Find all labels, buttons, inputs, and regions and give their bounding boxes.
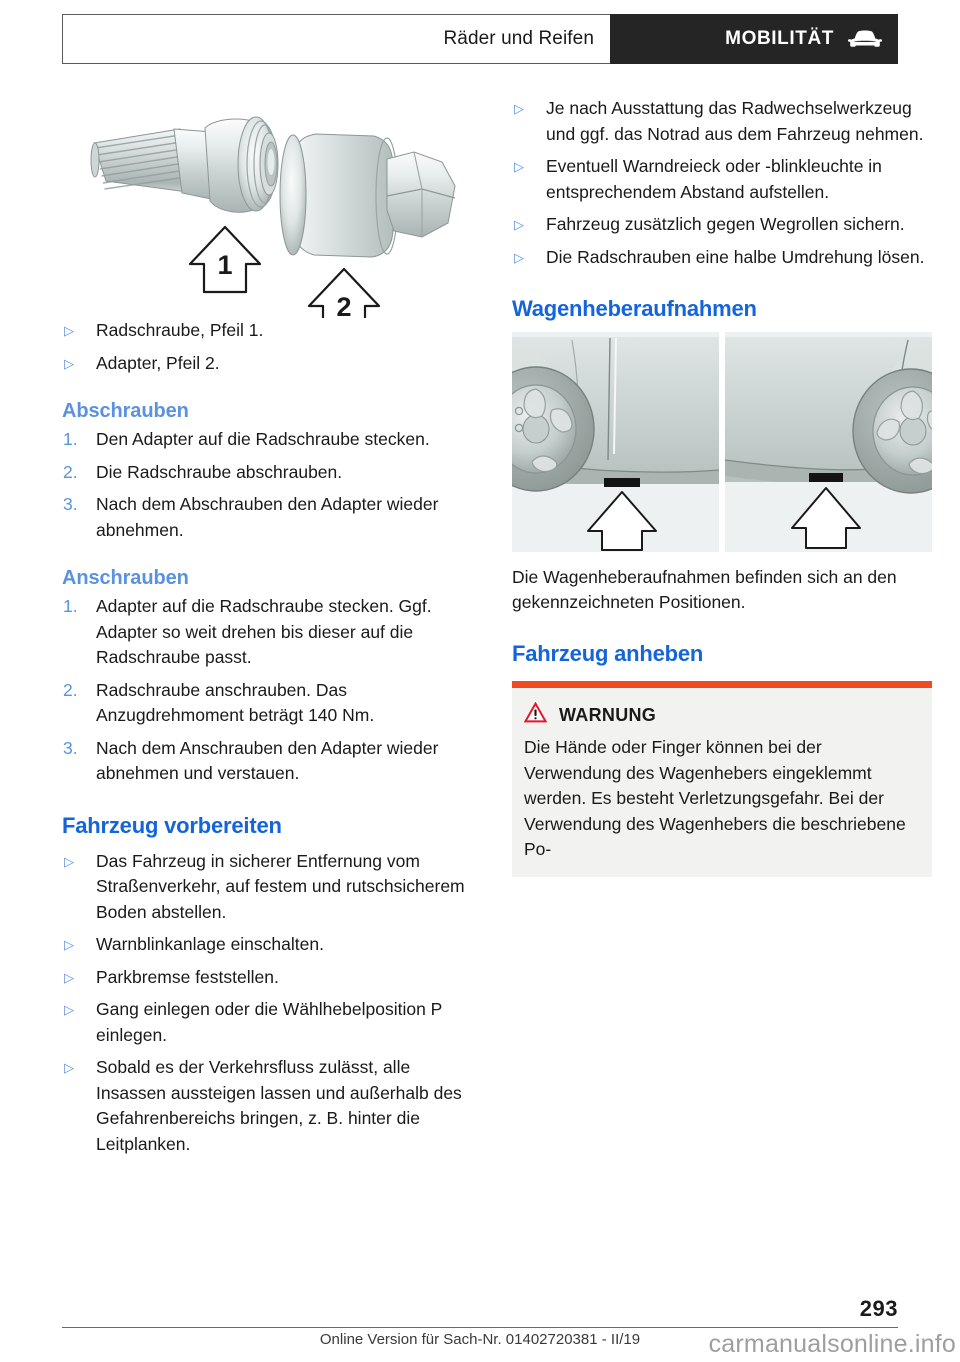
bullet-triangle-icon: ▷: [64, 1060, 74, 1075]
bullet-triangle-icon: ▷: [514, 249, 524, 265]
bullet-triangle-icon: ▷: [64, 1002, 74, 1017]
list-item: [62, 849, 482, 926]
bullet-triangle-icon: ▷: [514, 217, 524, 232]
warning-triangle-icon: [524, 702, 547, 728]
heading-abschrauben: Abschrauben: [62, 400, 189, 422]
bullet-triangle-icon: ▷: [64, 323, 74, 338]
footer-note: Online Version für Sach-Nr. 01402720381 - II/19: [319, 1331, 641, 1348]
section-label: MOBILITÄT: [725, 28, 834, 49]
step-text: Nach dem Anschrauben den Adapter wieder abnehmen und verstauen.: [96, 737, 439, 783]
heading-fahrzeug-vorbereiten: Fahrzeug vorbereiten: [62, 812, 282, 838]
step-number: 1.: [63, 596, 78, 616]
list-item: [62, 736, 482, 787]
list-item: [62, 492, 482, 543]
list-item-label: Je nach Ausstattung das Radwechselwerkzeug und ggf. das Notrad aus dem Fahrzeug nehmen.: [546, 98, 924, 144]
list-item: [62, 1055, 482, 1157]
front-jack-point-photo: [512, 332, 719, 552]
figure-legend-list: [62, 318, 482, 376]
list-item: [62, 594, 482, 671]
list-item-label: Adapter, Pfeil 2.: [96, 352, 220, 373]
list-item-label: Eventuell Warndreieck oder -blinkleuchte in entsprechendem Abstand aufstellen.: [546, 156, 882, 202]
list-item-label: Das Fahrzeug in sicherer Entfernung vom Straßenverkehr, auf festem und rutschsicherem Boden abstellen.: [96, 850, 465, 922]
svg-text:1: 1: [217, 250, 233, 280]
list-item-label: Sobald es der Verkehrsfluss zulässt, alle Insassen aussteigen lassen und außerhalb des Gefahrenbereichs bringen, z. B. hinter die Leitplanken.: [96, 1057, 462, 1154]
list-item: [62, 427, 482, 453]
jack-points-illustration: [512, 332, 932, 552]
list-item-label: Warnblinkanlage einschalten.: [96, 934, 324, 954]
callout-2: [309, 269, 379, 318]
site-watermark: carmanualsonline.info: [708, 1330, 956, 1358]
step-number: 3.: [63, 737, 78, 758]
step-number: 3.: [63, 494, 78, 514]
warning-accent-bar: [512, 681, 932, 688]
bullet-triangle-icon: ▷: [64, 853, 74, 869]
bullet-triangle-icon: ▷: [64, 937, 74, 952]
list-item: [62, 965, 482, 991]
list-item: [62, 997, 482, 1048]
warning-box: [512, 681, 932, 877]
section-tab-mobilitaet: [610, 14, 898, 64]
list-item-label: Gang einlegen oder die Wählhebelposition P einlegen.: [96, 999, 443, 1045]
list-item: [62, 460, 482, 486]
page-number: 293: [859, 1296, 898, 1321]
fahrzeug-vorbereiten-list: [62, 849, 482, 1158]
heading-anschrauben: Anschrauben: [62, 567, 189, 589]
bullet-triangle-icon: ▷: [514, 101, 524, 116]
list-item: [512, 212, 932, 238]
list-item-label: Parkbremse feststellen.: [96, 966, 279, 987]
step-text: Nach dem Abschrauben den Adapter wieder abnehmen.: [96, 494, 439, 540]
breadcrumb-label: Räder und Reifen: [443, 28, 594, 49]
step-text: Adapter auf die Radschraube stecken. Ggf. Adapter so weit drehen bis dieser auf die Radschraube passt.: [96, 596, 432, 667]
step-text: Radschraube anschrauben. Das Anzugdrehmoment beträgt 140 Nm.: [96, 679, 375, 725]
step-number: 2.: [63, 461, 78, 482]
list-item: [62, 678, 482, 729]
rear-jack-point-photo: [725, 332, 932, 552]
bullet-triangle-icon: ▷: [514, 159, 524, 174]
right-column: [512, 96, 932, 877]
preparation-continued-list: [512, 96, 932, 270]
step-number: 2.: [63, 679, 78, 700]
list-item: [62, 932, 482, 958]
heading-fahrzeug-anheben: Fahrzeug anheben: [512, 641, 704, 666]
car-front-icon: [848, 28, 882, 50]
left-column: [62, 96, 482, 1157]
list-item-label: Fahrzeug zusätzlich gegen Wegrollen sichern.: [546, 214, 905, 234]
list-item-label: Radschraube, Pfeil 1.: [96, 320, 264, 340]
bullet-triangle-icon: ▷: [64, 355, 74, 371]
list-item: [512, 245, 932, 271]
warning-title: WARNUNG: [559, 704, 657, 725]
step-number: 1.: [63, 429, 78, 449]
list-item: [62, 351, 482, 377]
heading-wagenheberaufnahmen: Wagenheberaufnahmen: [512, 296, 757, 321]
list-item-label: Die Radschrauben eine halbe Umdrehung lösen.: [546, 246, 925, 267]
svg-text:2: 2: [336, 292, 352, 318]
step-text: Den Adapter auf die Radschraube stecken.: [96, 429, 430, 449]
page-header: [62, 14, 898, 64]
breadcrumb: [62, 14, 610, 64]
callout-1: [190, 227, 260, 292]
wheel-bolt-and-adapter-illustration: [62, 96, 482, 318]
footer-divider: [62, 1327, 898, 1328]
jack-points-paragraph: Die Wagenheberaufnahmen befinden sich an den gekennzeichneten Positionen.: [512, 567, 897, 612]
anschrauben-steps: [62, 594, 482, 787]
list-item: [62, 318, 482, 344]
bullet-triangle-icon: ▷: [64, 969, 74, 985]
list-item: [512, 96, 932, 147]
abschrauben-steps: [62, 427, 482, 543]
warning-text: Die Hände oder Finger können bei der Verwendung des Wagenhebers eingeklemmt werden. Es besteht Verletzungsgefahr. Bei der Verwendung des Wagenhebers die beschriebene Po-: [524, 737, 906, 859]
step-text: Die Radschraube abschrauben.: [96, 461, 343, 482]
list-item: [512, 154, 932, 205]
